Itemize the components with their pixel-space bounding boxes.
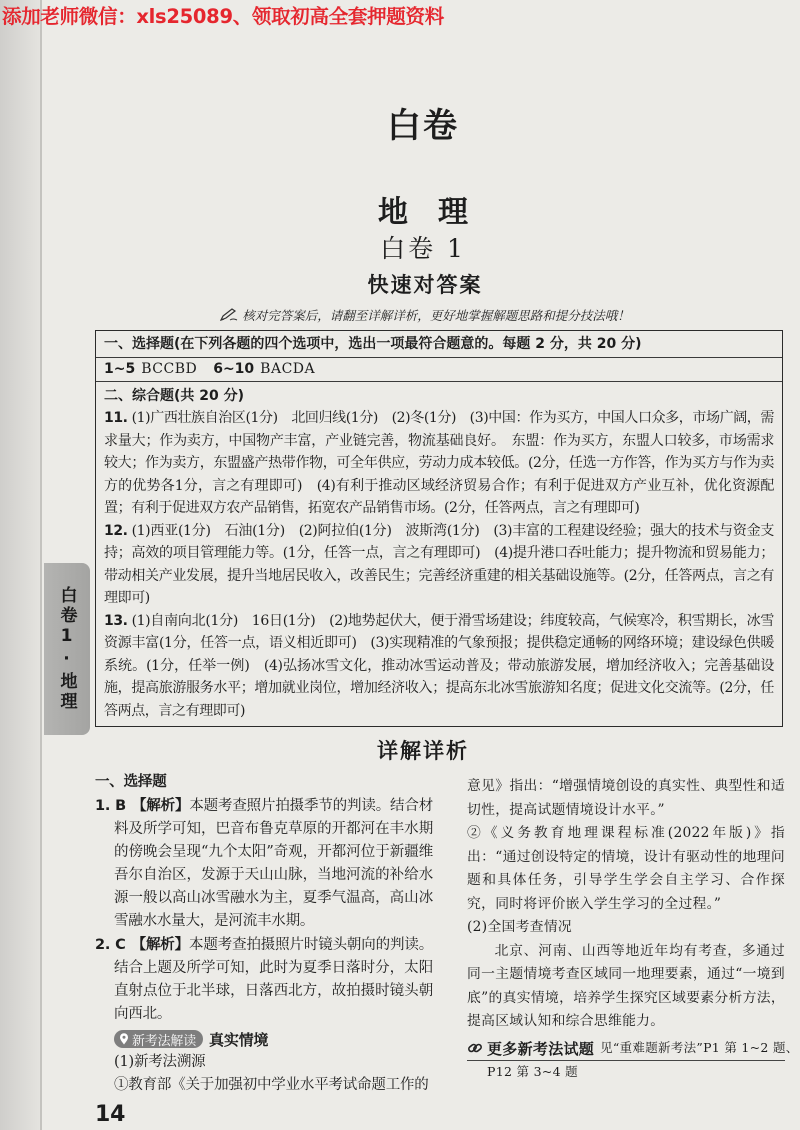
origin-quote-2: ②《义务教育地理课程标准(2022年版)》指出：“通过创设特定的情境，设计有驱动性的地理问题和具体任务，引导学生学会自主学习、合作探究，同时将评价嵌入学生学习的全过程。”: [467, 825, 785, 912]
national-heading: (2)全国考查情况: [467, 919, 573, 935]
analysis-tag: 【解析】: [131, 936, 190, 953]
badge-label: 新考法解读: [132, 1033, 197, 1049]
analysis-tag: 【解析】: [131, 797, 190, 814]
item-text: (1)西亚(1分) 石油(1分) (2)阿拉伯(1分) 波斯湾(1分) (3)丰富的工程建设经验；强大的技术与资金支持；高效的项目管理能力等。(1分，任答一点，言之有理即可) (4)提升港口吞吐能力；提升物流和贸易能力；带动相关产业发展，提升当地居民收入，改善民生；完善经济重建的相关基础设施等。(2分，任答两点，言之有理即可): [104, 522, 774, 606]
more-questions-label: 更多新考法试题: [487, 1039, 595, 1058]
analysis-columns: [95, 771, 799, 1127]
page-binding-edge: [40, 0, 42, 1130]
analysis-text: 本题考查照片拍摄季节的判读。结合材料及所学可知，巴音布鲁克草原的开都河在丰水期的傍晚会呈现“九个太阳”奇观，开都河位于新疆维吾尔自治区，发源于天山山脉，当地河流的补给水源一般以高山冰雪融水为主，夏季气温高，高山冰雪融水水量大，是河流丰水期。: [114, 798, 433, 929]
header-title: 白卷: [387, 106, 459, 146]
comprehensive-section-heading: 二、综合题(共 20 分): [104, 388, 245, 404]
side-tab-label: 白卷1·地理: [56, 586, 77, 712]
pin-icon: [119, 1033, 129, 1045]
side-tab: [44, 563, 90, 735]
origin-heading: (1)新考法溯源: [114, 1054, 206, 1070]
origin-item: ①教育部《关于加强初中学业水平考试命题工作的: [114, 1077, 429, 1093]
question-number: 1. B: [95, 798, 126, 814]
new-method-badge: [114, 1030, 203, 1048]
choice-answer-string: BACDA: [260, 361, 316, 377]
pencil-icon: [220, 308, 238, 322]
question-number: 2. C: [95, 937, 126, 953]
question-1-analysis: [95, 794, 433, 933]
page-binding-shadow: [0, 0, 40, 1130]
item-text: (1)广西壮族自治区(1分) 北回归线(1分) (2)冬(1分) (3)中国：作为买方，中国人口众多，市场广阔，需求量大；作为卖方，中国物产丰富，产业链完善，物流基础良好。 东盟：作为买方，东盟人口较多，市场需求较大；作为卖方，东盟盛产热带作物，可全年供应，劳动力成本较低。(2分，任选一方作答，作为买方与作为卖方的优势各1分，言之有理即可) (4)有利于推动区域经济贸易合作；有利于促进双方产业互补，优化资源配置；有利于促进双方农产品销售，拓宽农产品销售市场。(2分，任答两点，言之有理即可): [104, 410, 774, 516]
item-text: (1)自南向北(1分) 16日(1分) (2)地势起伏大，便于滑雪场建设；纬度较高，气候寒冷，积雪期长，冰雪资源丰富(1分，任答一点，语义相近即可) (3)实现精准的气象预报；提供稳定通畅的网络环境；建设绿色供暖系统。(1分，任举一例) (4)弘扬冰雪文化，推动冰雪运动普及；带动旅游发展，增加经济收入；完善基础设施，提高旅游服务水平；增加就业岗位，增加经济收入；提高东北冰雪旅游知名度；促进文化交流等。(2分，任答两点，言之有理即可): [104, 612, 774, 719]
new-method-badge-line: [95, 1028, 433, 1050]
question-2-analysis: [95, 933, 433, 1026]
badge-title: 真实情境: [209, 1030, 269, 1049]
analysis-section-heading: 一、选择题: [95, 774, 167, 790]
choice-answers: [96, 358, 782, 382]
more-questions-line: [467, 1037, 799, 1061]
tip-text: 核对完答案后，请翻至详解详析，更好地掌握解题思路和提分技法哦！: [242, 308, 630, 323]
analysis-left-column: [95, 771, 433, 1127]
choice-section-heading: 一、选择题(在下列各题的四个选项中，选出一项最符合题意的。每题 2 分，共 20 分): [96, 331, 782, 358]
answer-item-12: [104, 520, 774, 610]
origin-quote-1: 意见》指出：“增强情境创设的真实性、典型性和适切性，提高试题情境设计水平。”: [467, 778, 785, 818]
analysis-title: 详解详析: [377, 739, 469, 763]
answer-item-11: [104, 407, 774, 520]
analysis-text: 本题考查拍摄照片时镜头朝向的判读。结合上题及所学可知，此时为夏季日落时分，太阳直射点位于北半球，日落西北方，故拍摄时镜头朝向西北。: [114, 937, 433, 1022]
item-number: 13.: [104, 612, 128, 629]
analysis-right-column: [467, 771, 799, 1127]
more-questions-ref: 见“重难题新考法”P1 第 1~2 题、: [600, 1040, 799, 1056]
item-number: 11.: [104, 410, 128, 426]
page-number: 14: [95, 1102, 126, 1127]
main-content: [95, 330, 799, 1127]
choice-answer-string: BCCBD: [141, 361, 198, 377]
comprehensive-section: [96, 382, 782, 726]
quick-answer-tip: [125, 306, 725, 324]
national-text: 北京、河南、山西等地近年均有考查，多通过同一主题情境考查区域同一地理要素，通过“一境到底”的真实情境，培养学生探究区域要素分析方法，提高区域认知和综合思维能力。: [467, 942, 785, 1029]
paper-title: 白卷 1: [380, 234, 466, 263]
item-number: 12.: [104, 522, 128, 539]
subject-title: 地 理: [378, 195, 468, 230]
promo-banner: 添加老师微信：xls25089、领取初高全套押题资料: [2, 5, 444, 28]
choice-range: 6~10: [213, 361, 255, 377]
more-questions-ref-continued: P12 第 3~4 题: [487, 1063, 578, 1079]
answer-item-13: [104, 610, 774, 723]
link-icon: [467, 1040, 483, 1056]
choice-range: 1~5: [104, 361, 136, 377]
answer-box: [95, 330, 783, 727]
quick-answer-title: 快速对答案: [367, 273, 483, 297]
